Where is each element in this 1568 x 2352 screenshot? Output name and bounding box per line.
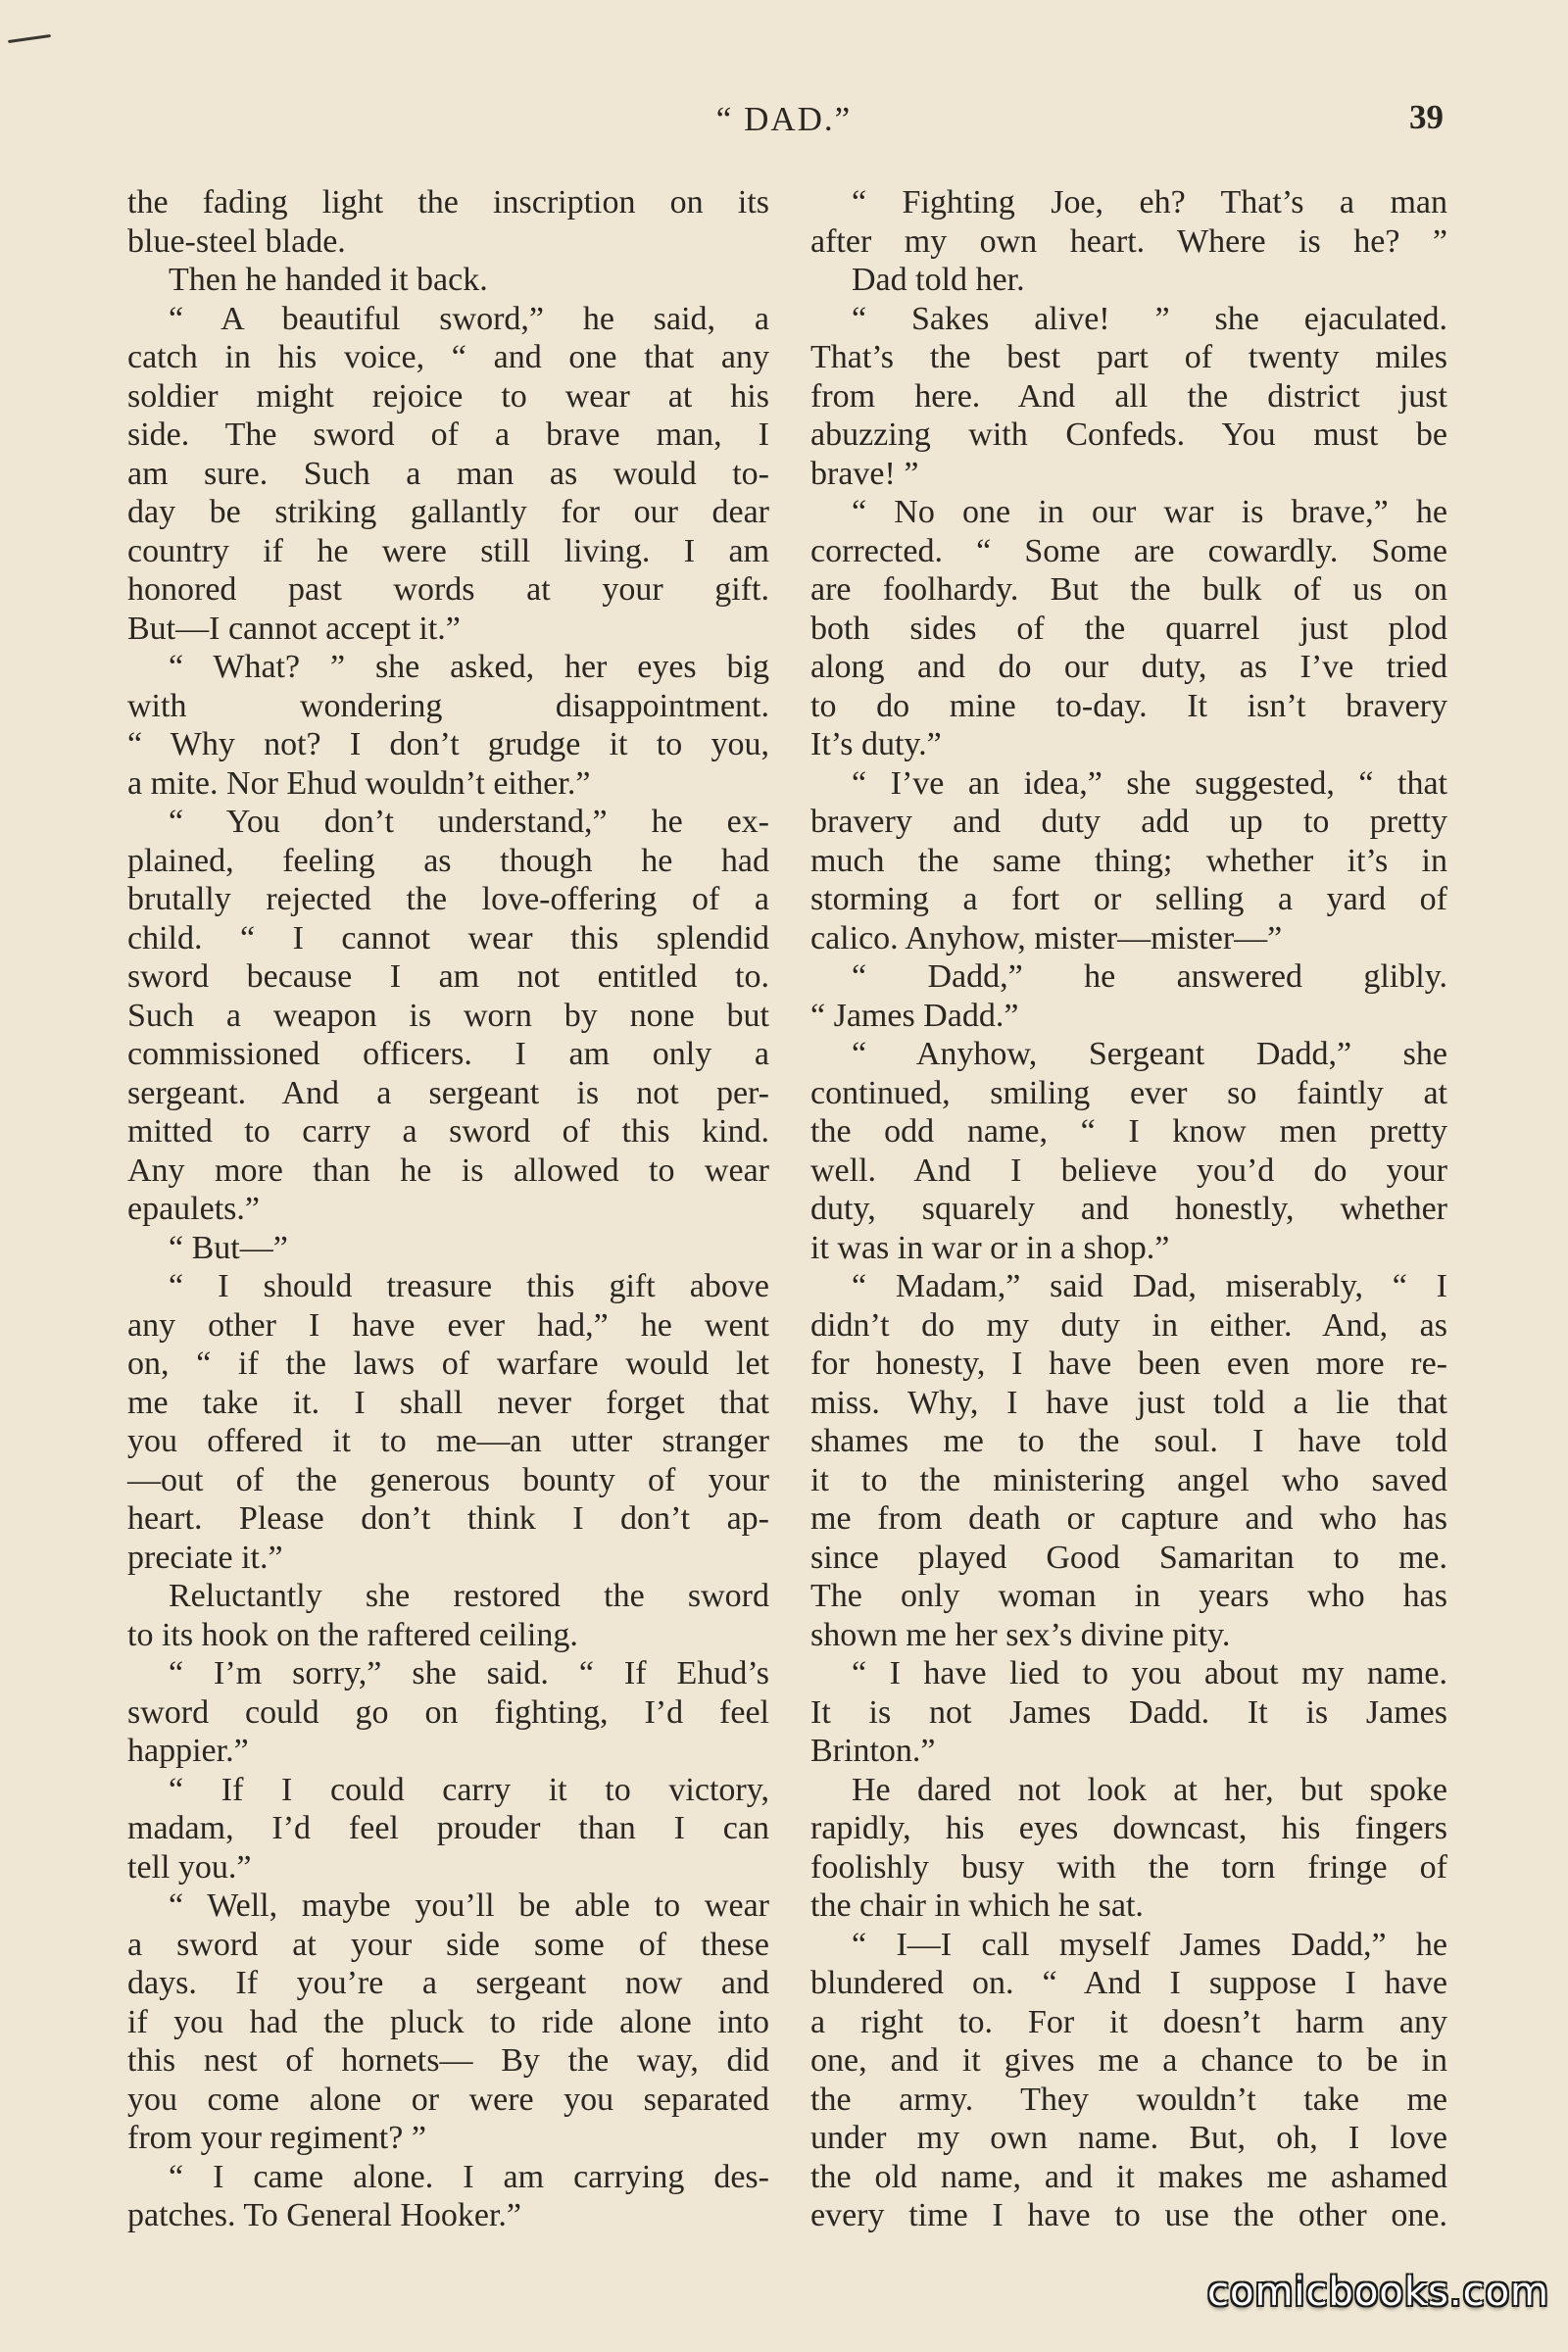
- text-line: “ I’m sorry,” she said. “ If Ehud’s: [169, 1655, 769, 1691]
- text-column-right: [810, 183, 1447, 2235]
- text-line: It’s duty.”: [810, 726, 942, 762]
- text-line: the fading light the inscription on its: [127, 184, 769, 220]
- text-line: since played Good Samaritan to me.: [810, 1539, 1447, 1576]
- text-line: “ A beautiful sword,” he said, a: [169, 300, 769, 337]
- text-line: Such a weapon is worn by none but: [127, 997, 769, 1034]
- text-line: on, “ if the laws of warfare would let: [127, 1346, 769, 1382]
- text-line: tell you.”: [127, 1848, 252, 1886]
- text-line: country if he were still living. I am: [127, 532, 769, 569]
- text-line: well. And I believe you’d do your: [810, 1152, 1447, 1189]
- text-line: Then he handed it back.: [169, 262, 488, 298]
- text-line: brutally rejected the love-offering of a: [127, 881, 769, 917]
- text-line: a mite. Nor Ehud wouldn’t either.”: [127, 764, 591, 802]
- text-line: storming a fort or selling a yard of: [810, 881, 1447, 917]
- text-line: both sides of the quarrel just plod: [810, 610, 1447, 647]
- text-line: under my own name. But, oh, I love: [810, 2120, 1447, 2156]
- text-line: honored past words at your gift.: [127, 571, 769, 608]
- text-line: foolishly busy with the torn fringe of: [810, 1848, 1447, 1886]
- text-line: continued, smiling ever so faintly at: [810, 1074, 1447, 1111]
- text-line: a right to. For it doesn’t harm any: [810, 2003, 1447, 2040]
- text-line: the army. They wouldn’t take me: [810, 2081, 1447, 2118]
- text-line: patches. To General Hooker.”: [127, 2197, 522, 2233]
- text-line: days. If you’re a sergeant now and: [127, 1965, 769, 2001]
- text-line: this nest of hornets— By the way, did: [127, 2042, 769, 2079]
- text-line: to its hook on the raftered ceiling.: [127, 1616, 578, 1653]
- text-line: any other I have ever had,” he went: [127, 1306, 769, 1344]
- text-line: the chair in which he sat.: [810, 1887, 1144, 1924]
- text-line: bravery and duty add up to pretty: [810, 804, 1447, 840]
- text-line: “ If I could carry it to victory,: [169, 1771, 769, 1808]
- text-line: you offered it to me—an utter stranger: [127, 1423, 769, 1459]
- text-column-left: [127, 183, 769, 2235]
- text-line: you come alone or were you separated: [127, 2081, 769, 2118]
- text-line: for honesty, I have been even more re-: [810, 1346, 1447, 1382]
- text-line: “ I—I call myself James Dadd,” he: [852, 1926, 1447, 1963]
- text-line: “ But—”: [169, 1229, 288, 1266]
- text-line: But—I cannot accept it.”: [127, 610, 461, 647]
- text-line: every time I have to use the other one.: [810, 2197, 1447, 2233]
- text-line: That’s the best part of twenty miles: [810, 339, 1447, 375]
- text-line: sergeant. And a sergeant is not per-: [127, 1074, 769, 1111]
- text-line: “ Why not? I don’t grudge it to you,: [127, 726, 769, 762]
- text-line: from here. And all the district just: [810, 377, 1447, 415]
- text-line: Brinton.”: [810, 1733, 936, 1769]
- text-line: “ You don’t understand,” he ex-: [169, 804, 769, 840]
- text-line: —out of the generous bounty of your: [127, 1461, 769, 1498]
- text-line: it to the ministering angel who saved: [810, 1461, 1447, 1498]
- text-line: commissioned officers. I am only a: [127, 1036, 769, 1072]
- text-line: happier.”: [127, 1733, 249, 1769]
- text-line: Reluctantly she restored the sword: [169, 1578, 769, 1614]
- text-line: calico. Anyhow, mister—mister—”: [810, 919, 1283, 956]
- text-line: preciate it.”: [127, 1539, 283, 1576]
- running-title: “ DAD.”: [715, 100, 853, 138]
- text-line: day be striking gallantly for our dear: [127, 494, 769, 530]
- text-line: a sword at your side some of these: [127, 1926, 769, 1963]
- text-line: side. The sword of a brave man, I: [127, 416, 769, 453]
- text-line: “ Fighting Joe, eh? That’s a man: [852, 184, 1447, 220]
- text-line: sword because I am not entitled to.: [127, 958, 769, 995]
- text-line: sword could go on fighting, I’d feel: [127, 1693, 769, 1731]
- page-scratch-mark: [8, 34, 51, 43]
- text-line: corrected. “ Some are cowardly. Some: [810, 532, 1447, 569]
- text-line: The only woman in years who has: [810, 1578, 1447, 1614]
- text-line: duty, squarely and honestly, whether: [810, 1191, 1447, 1227]
- text-line: catch in his voice, “ and one that any: [127, 339, 769, 375]
- text-line: to do mine to-day. It isn’t bravery: [810, 687, 1447, 724]
- text-line: much the same thing; whether it’s in: [810, 842, 1447, 879]
- text-line: after my own heart. Where is he? ”: [810, 222, 1447, 260]
- watermark: comicbooks.com: [1207, 2270, 1550, 2315]
- text-line: “ I should treasure this gift above: [169, 1268, 769, 1304]
- text-line: blue-steel blade.: [127, 222, 346, 260]
- text-line: “ James Dadd.”: [810, 997, 1019, 1034]
- text-line: Any more than he is allowed to wear: [127, 1152, 769, 1189]
- text-line: “ I have lied to you about my name.: [852, 1655, 1447, 1691]
- text-line: “ No one in our war is brave,” he: [852, 494, 1447, 530]
- text-line: “ I came alone. I am carrying des-: [169, 2158, 769, 2195]
- text-line: “ Well, maybe you’ll be able to wear: [169, 1887, 769, 1924]
- text-line: rapidly, his eyes downcast, his fingers: [810, 1810, 1447, 1846]
- text-line: the old name, and it makes me ashamed: [810, 2158, 1447, 2195]
- text-line: child. “ I cannot wear this splendid: [127, 919, 769, 956]
- text-line: epaulets.”: [127, 1191, 260, 1227]
- text-line: if you had the pluck to ride alone into: [127, 2003, 769, 2040]
- text-line: shames me to the soul. I have told: [810, 1423, 1447, 1459]
- text-line: one, and it gives me a chance to be in: [810, 2042, 1447, 2079]
- text-line: blundered on. “ And I suppose I have: [810, 1965, 1447, 2001]
- text-line: “ Madam,” said Dad, miserably, “ I: [852, 1268, 1447, 1304]
- text-line: me from death or capture and who has: [810, 1500, 1447, 1537]
- text-line: the odd name, “ I know men pretty: [810, 1113, 1447, 1150]
- text-line: heart. Please don’t think I don’t ap-: [127, 1500, 769, 1537]
- text-line: brave! ”: [810, 455, 919, 492]
- text-line: “ Dadd,” he answered glibly.: [852, 958, 1447, 995]
- text-line: madam, I’d feel prouder than I can: [127, 1810, 769, 1846]
- text-line: soldier might rejoice to wear at his: [127, 377, 769, 415]
- text-line: from your regiment? ”: [127, 2120, 426, 2156]
- text-line: Dad told her.: [852, 262, 1025, 298]
- text-line: it was in war or in a shop.”: [810, 1229, 1170, 1266]
- text-line: He dared not look at her, but spoke: [852, 1771, 1447, 1808]
- text-line: mitted to carry a sword of this kind.: [127, 1113, 769, 1150]
- text-line: are foolhardy. But the bulk of us on: [810, 571, 1447, 608]
- text-line: along and do our duty, as I’ve tried: [810, 649, 1447, 685]
- text-line: me take it. I shall never forget that: [127, 1384, 769, 1421]
- text-line: shown me her sex’s divine pity.: [810, 1616, 1231, 1653]
- text-line: with wondering disappointment.: [127, 687, 769, 724]
- page-number: 39: [1409, 98, 1444, 136]
- text-line: am sure. Such a man as would to-: [127, 455, 769, 492]
- text-line: didn’t do my duty in either. And, as: [810, 1306, 1447, 1344]
- text-line: “ Anyhow, Sergeant Dadd,” she: [852, 1036, 1447, 1072]
- text-line: plained, feeling as though he had: [127, 842, 769, 879]
- text-line: “ I’ve an idea,” she suggested, “ that: [852, 764, 1447, 802]
- text-line: “ Sakes alive! ” she ejaculated.: [852, 300, 1447, 337]
- text-line: “ What? ” she asked, her eyes big: [169, 649, 769, 685]
- text-line: miss. Why, I have just told a lie that: [810, 1384, 1447, 1421]
- text-line: It is not James Dadd. It is James: [810, 1693, 1447, 1731]
- text-line: abuzzing with Confeds. You must be: [810, 416, 1447, 453]
